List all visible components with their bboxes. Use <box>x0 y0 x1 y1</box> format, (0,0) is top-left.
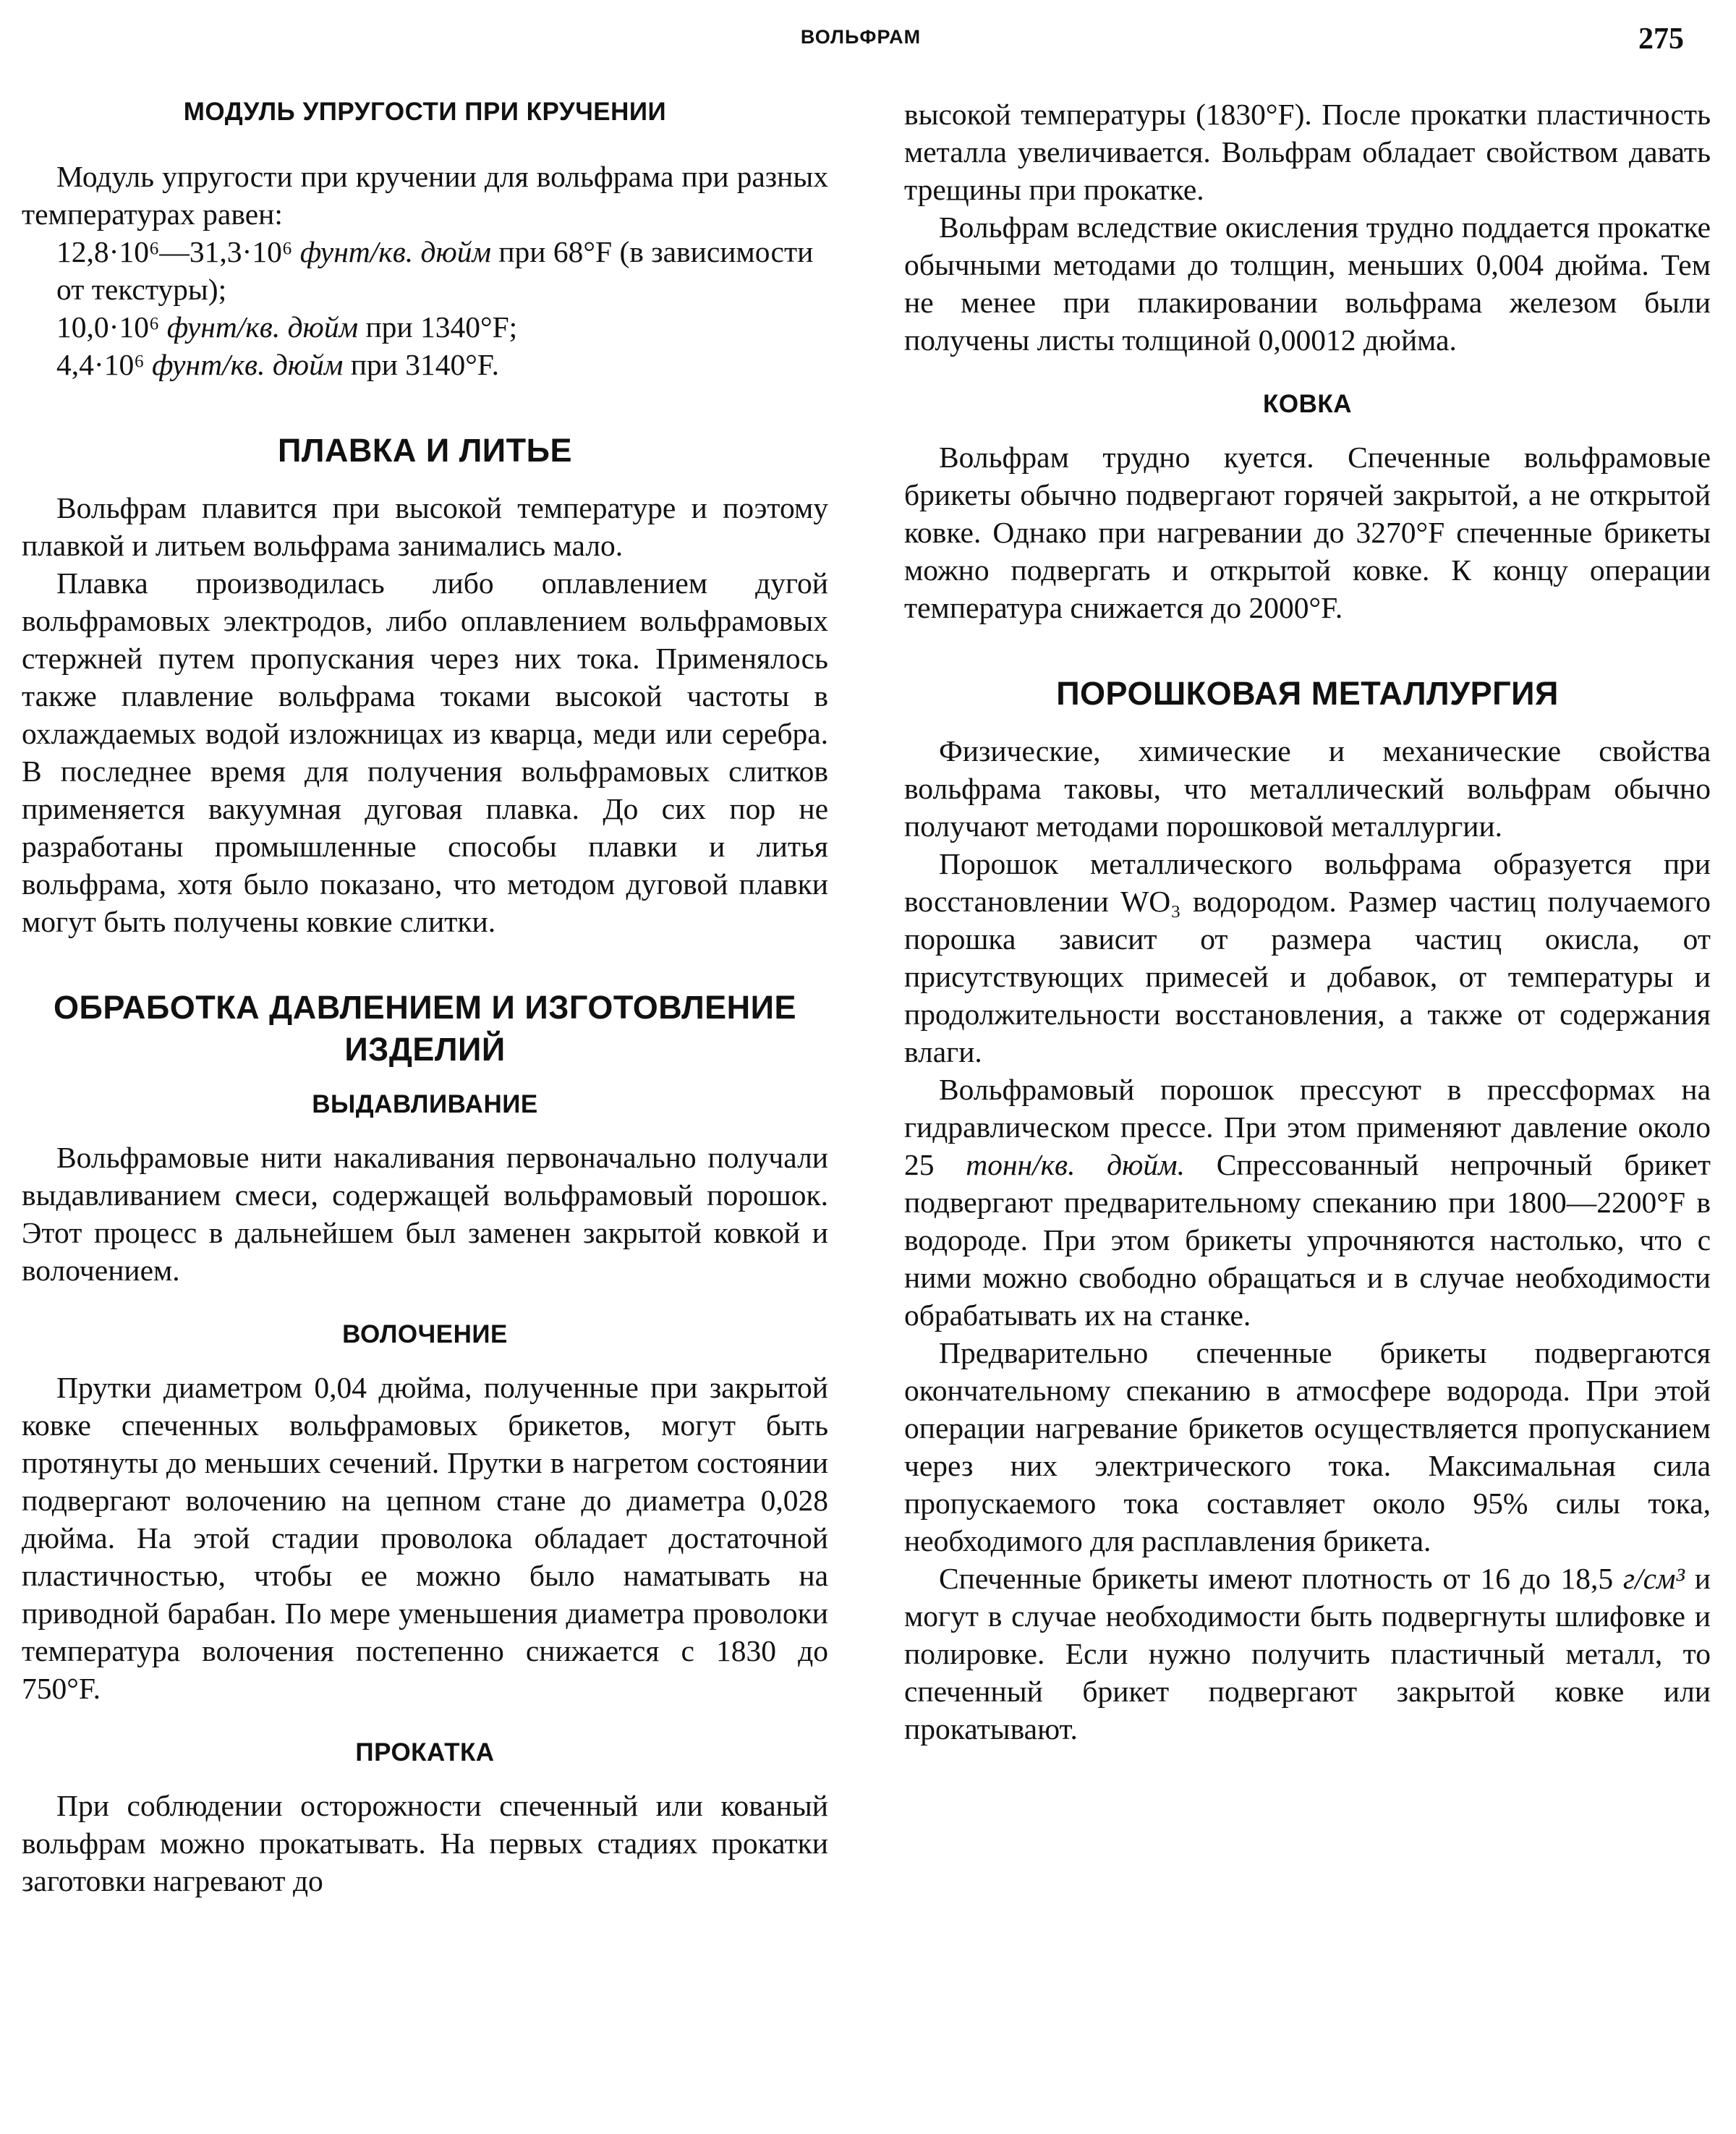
drawing-text: Прутки диаметром 0,04 дюйма, полученные при закрытой ковке спеченных вольфрамовых брикетов, могут быть протянуты до меньших сечений. Прутки в нагретом состоянии подвергают волочению на цепном стане до диаметра 0,028 дюйма. На этой стадии проволока обладает достаточной пластичностью, чтобы ее можно было наматывать на приводной барабан. По мере уменьшения диаметра проволоки температура волочения постепенно снижается с 1830 до 750°F. <box>22 1371 828 1705</box>
rolling-text: При соблюдении осторожности спеченный или кованый вольфрам можно прокатывать. На первых стадиях прокатки заготовки нагревают до <box>22 1789 828 1897</box>
rolling-paragraph-2: Вольфрам вследствие окисления трудно поддается прокатке обычными методами до толщин, меньших 0,004 дюйма. Тем не менее при плакировании вольфрама железом были получены листы толщиной 0,00012 дюйма. <box>904 211 1711 357</box>
powder-paragraph-4: Предварительно спеченные брикеты подвергаются окончательному спеканию в атмосфере водорода. При этой операции нагревание брикетов осуществляется пропусканием через них электрического тока. Максимальная сила пропускаемого тока составляет около 95% силы тока, необходимого для расплавления брикета. <box>904 1336 1711 1557</box>
powder-heading: ПОРОШКОВАЯ МЕТАЛЛУРГИЯ <box>1056 675 1559 712</box>
running-title: ВОЛЬФРАМ <box>800 26 922 48</box>
powder-paragraph-1: Физические, химические и механические свойства вольфрама таковы, что металлический вольфрам обычно получают методами порошковой металлургии. <box>904 734 1711 843</box>
powder-paragraph-5: Спеченные брикеты имеют плотность от 16 до 18,5 г/см³ и могут в случае необходимости быть подвергнуты шлифовке и полировке. Если нужно получить пластичный металл, то спеченный брикет подвергают закрытой ковке или прокатывают. <box>904 1562 1711 1746</box>
melting-paragraph-1: Вольфрам плавится при высокой температуре и поэтому плавкой и литьем вольфрама занимались мало. <box>22 491 828 562</box>
torsion-heading: МОДУЛЬ УПРУГОСТИ ПРИ КРУЧЕНИИ <box>183 98 667 126</box>
extrusion-heading: ВЫДАВЛИВАНИЕ <box>312 1090 538 1118</box>
torsion-line-3: 4,4·10⁶ фунт/кв. дюйм при 3140°F. <box>56 348 499 381</box>
powder-paragraph-2: Порошок металлического вольфрама образуется при восстановлении WO₃ водородом. Размер частиц получаемого порошка зависит от размера частиц окисла, от присутствующих примесей и добавок, от температуры и продолжительности восстановления, а также от содержания влаги. <box>904 847 1711 1068</box>
processing-heading: ОБРАБОТКА ДАВЛЕНИЕМ И ИЗГОТОВЛЕНИЕ ИЗДЕЛИЙ <box>53 989 797 1068</box>
powder-paragraph-3: Вольфрамовый порошок прессуют в прессформах на гидравлическом прессе. При этом применяют давление около 25 тонн/кв. дюйм. Спрессованный непрочный брикет подвергают предварительному спеканию при 1800—2200°F в водороде. При этом брикеты упрочняются настолько, что с ними можно свободно обращаться и в случае необходимости обрабатывать их на станке. <box>904 1073 1711 1332</box>
right-column <box>904 95 1711 1748</box>
melting-paragraph-2: Плавка производилась либо оплавлением дугой вольфрамовых электродов, либо оплавлением вольфрамовых стержней путем пропускания через них тока. Применялось также плавление вольфрама токами высокой частоты в охлаждаемых водой изложницах из кварца, меди или серебра. В последнее время для получения вольфрамовых слитков применяется вакуумная дуговая плавка. До сих пор не разработаны промышленные способы плавки и литья вольфрама, хотя было показано, что методом дуговой плавки могут быть получены ковкие слитки. <box>22 566 828 938</box>
rolling-continued: высокой температуры (1830°F). После прокатки пластичность металла увеличивается. Вольфрам обладает свойством давать трещины при прокатке. <box>904 98 1711 206</box>
forging-text: Вольфрам трудно куется. Спеченные вольфрамовые брикеты обычно подвергают горячей закрытой, а не открытой ковке. Однако при нагревании до 3270°F спеченные брикеты можно подвергать и открытой ковке. К концу операции температура снижается до 2000°F. <box>904 441 1711 624</box>
extrusion-text: Вольфрамовые нити накаливания первоначально получали выдавливанием смеси, содержащей вольфрамовый порошок. Этот процесс в дальнейшем был заменен закрытой ковкой и волочением. <box>22 1141 828 1287</box>
torsion-line-2: 10,0·10⁶ фунт/кв. дюйм при 1340°F; <box>56 310 518 344</box>
torsion-intro: Модуль упругости при кручении для вольфрама при разных температурах равен: <box>22 160 828 231</box>
left-column <box>22 95 828 1900</box>
page-number: 275 <box>1638 22 1684 56</box>
rolling-heading: ПРОКАТКА <box>355 1738 495 1767</box>
drawing-heading: ВОЛОЧЕНИЕ <box>342 1320 508 1348</box>
melting-heading: ПЛАВКА И ЛИТЬЕ <box>278 432 572 469</box>
torsion-line-1: 12,8·10⁶—31,3·10⁶ фунт/кв. дюйм при 68°F (в зависимости от текстуры); <box>56 235 814 306</box>
forging-heading: КОВКА <box>1262 390 1352 418</box>
